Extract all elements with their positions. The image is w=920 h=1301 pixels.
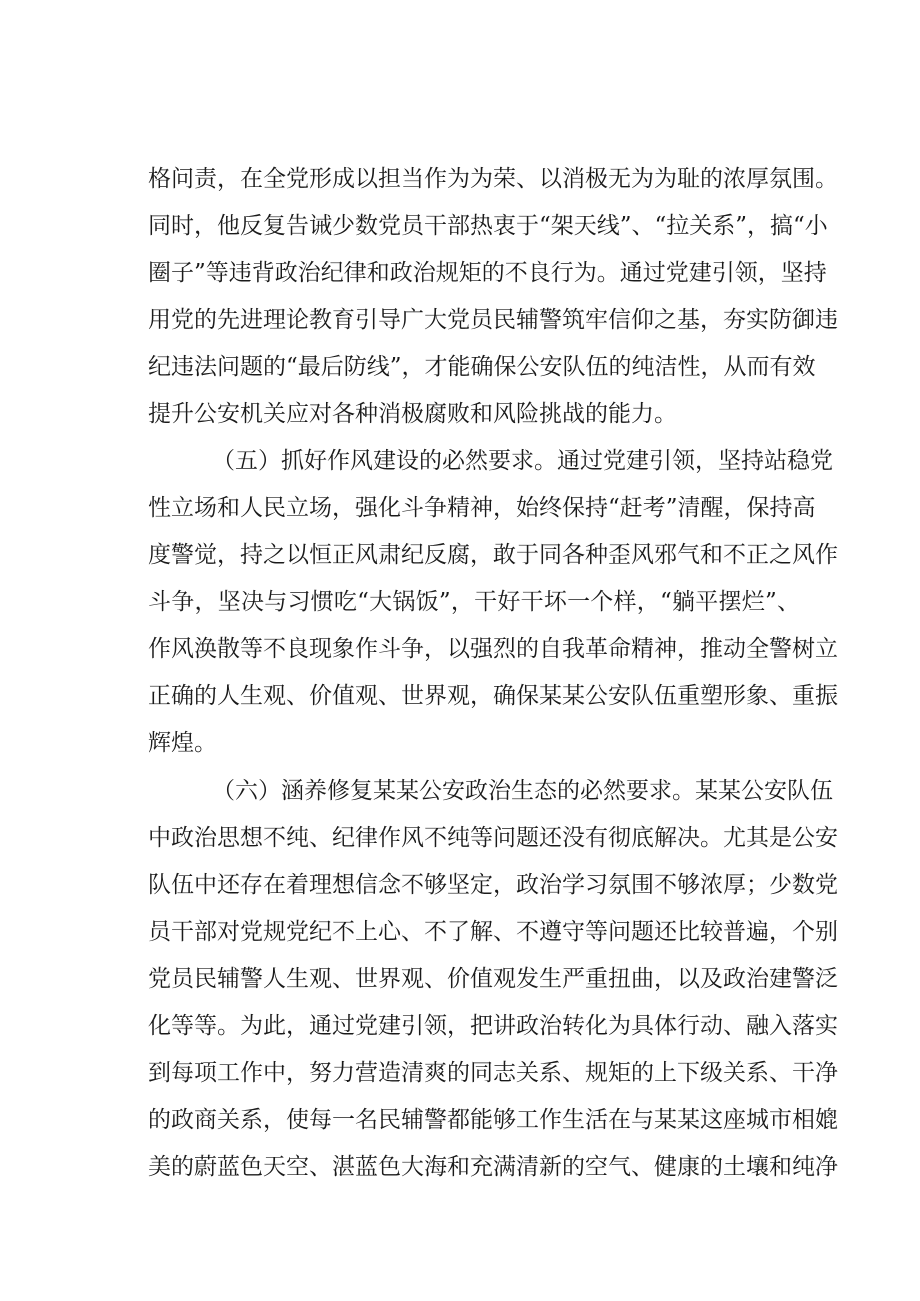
section-heading-line: （五）抓好作风建设的必然要求。通过党建引领，坚持站稳党 — [212, 448, 833, 474]
text-line: 中政治思想不纯、纪律作风不纯等问题还没有彻底解决。尤其是公安 — [148, 825, 838, 851]
text-line: 格问责，在全党形成以担当作为为荣、以消极无为为耻的浓厚氛围。 — [148, 166, 838, 192]
text-line: 用党的先进理论教育引导广大党员民辅警筑牢信仰之基，夯实防御违 — [148, 307, 838, 333]
text-line: 纪违法问题的“最后防线”，才能确保公安队伍的纯洁性，从而有效 — [148, 354, 816, 380]
section-heading-line: （六）涵养修复某某公安政治生态的必然要求。某某公安队伍 — [212, 778, 833, 804]
text-line: 的政商关系，使每一名民辅警都能够工作生活在与某某这座城市相媲 — [148, 1107, 838, 1133]
text-line: 辉煌。 — [148, 730, 217, 756]
text-line: 队伍中还存在着理想信念不够坚定，政治学习氛围不够浓厚；少数党 — [148, 872, 838, 898]
text-line: 性立场和人民立场，强化斗争精神，始终保持“赶考”清醒，保持高 — [148, 495, 816, 521]
text-line: 斗争，坚决与习惯吃“大锅饭”，干好干坏一个样，“躺平摆烂”、 — [148, 589, 800, 615]
text-line: 同时，他反复告诫少数党员干部热衷于“架天线”、“拉关系”，搞“小 — [148, 213, 828, 239]
text-line: 作风涣散等不良现象作斗争，以强烈的自我革命精神，推动全警树立 — [148, 636, 838, 662]
text-line: 美的蔚蓝色天空、湛蓝色大海和充满清新的空气、健康的土壤和纯净 — [148, 1154, 838, 1180]
text-line: 化等等。为此，通过党建引领，把讲政治转化为具体行动、融入落实 — [148, 1013, 838, 1039]
text-line: 员干部对党规党纪不上心、不了解、不遵守等问题还比较普遍，个别 — [148, 919, 838, 945]
text-line: 度警觉，持之以恒正风肃纪反腐，敢于同各种歪风邪气和不正之风作 — [148, 542, 838, 568]
text-line: 圈子”等违背政治纪律和政治规矩的不良行为。通过党建引领，坚持 — [148, 260, 827, 286]
text-line: 党员民辅警人生观、世界观、价值观发生严重扭曲，以及政治建警泛 — [148, 966, 838, 992]
text-line: 到每项工作中，努力营造清爽的同志关系、规矩的上下级关系、干净 — [148, 1060, 838, 1086]
text-line: 正确的人生观、价值观、世界观，确保某某公安队伍重塑形象、重振 — [148, 683, 838, 709]
text-line: 提升公安机关应对各种消极腐败和风险挑战的能力。 — [148, 401, 677, 427]
